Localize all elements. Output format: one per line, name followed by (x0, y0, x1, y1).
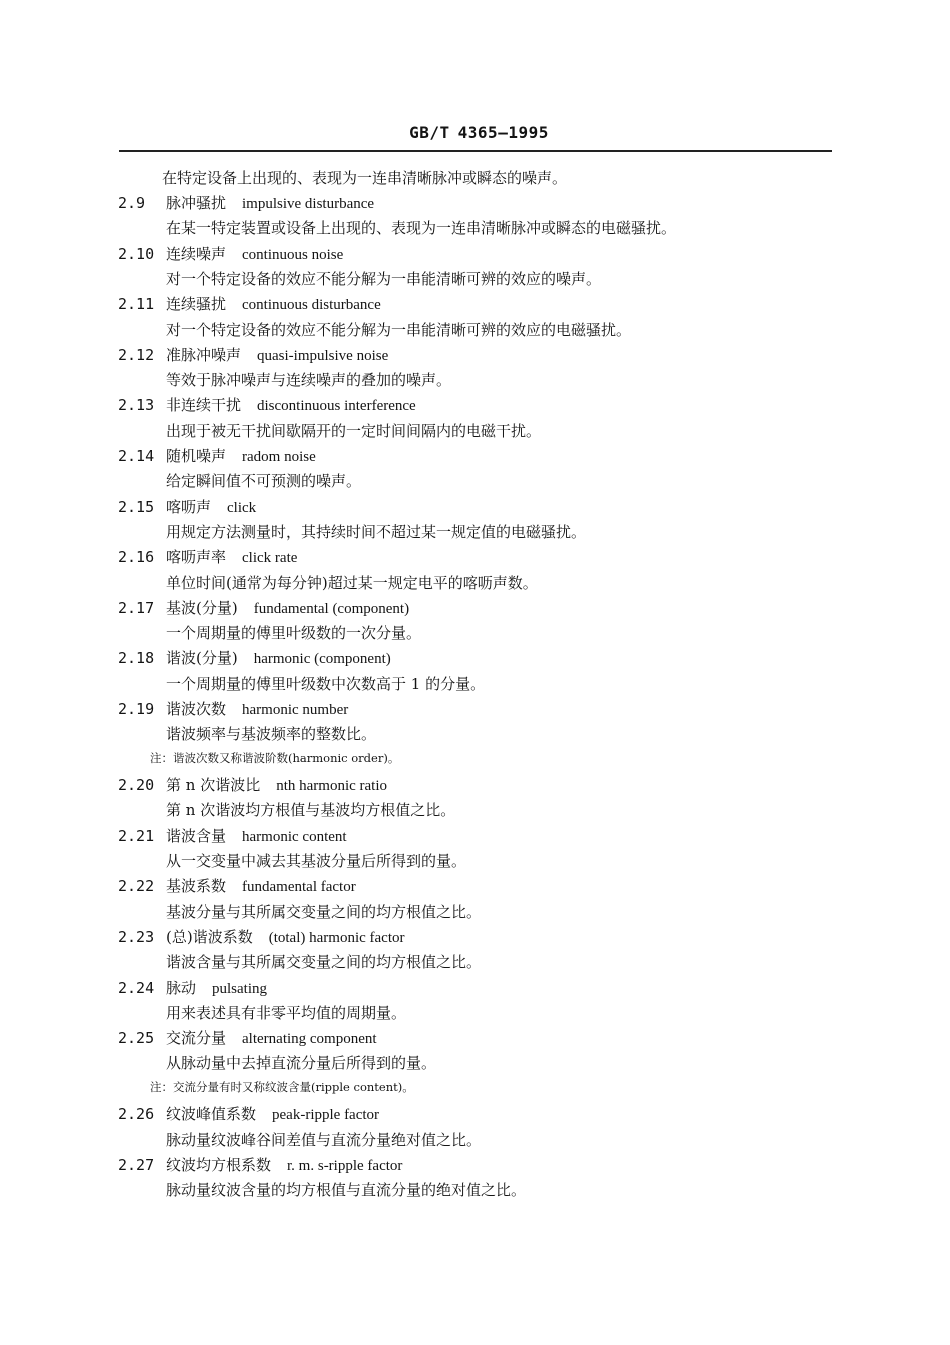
term-chinese: 随机噪声 (166, 447, 227, 465)
term-definition: 从脉动量中去掉直流分量后所得到的量。 (166, 1054, 437, 1073)
term-number: 2.17 (118, 598, 155, 617)
term-chinese: 准脉冲噪声 (166, 345, 242, 364)
term-note: 注：交流分量有时又称纹波含量(ripple content)。 (150, 1079, 414, 1094)
term-number: 2.9 (118, 194, 146, 212)
term-definition: 一个周期量的傅里叶级数中次数高于 1 的分量。 (166, 674, 486, 693)
term-entry-2-20 (118, 774, 387, 796)
term-entry-2-11 (118, 293, 381, 315)
term-number: 2.14 (118, 447, 155, 465)
term-number: 2.15 (118, 497, 155, 516)
term-entry-2-10 (118, 243, 343, 265)
term-number: 2.23 (118, 927, 155, 946)
term-chinese: 脉冲骚扰 (166, 194, 227, 212)
term-english: (total) harmonic factor (268, 929, 405, 946)
term-entry-2-19 (118, 698, 348, 720)
term-chinese: 喀呖声率 (166, 548, 227, 567)
term-number: 2.26 (118, 1105, 155, 1124)
term-english: click (227, 499, 257, 516)
term-entry-2-24 (118, 977, 267, 999)
term-definition: 第 n 次谐波均方根值与基波均方根值之比。 (166, 801, 456, 820)
term-number: 2.18 (118, 649, 155, 668)
term-entry-2-27 (118, 1154, 402, 1176)
term-entry-2-12 (118, 344, 388, 366)
term-definition: 出现于被无干扰间歇隔开的一定时间间隔内的电磁干扰。 (166, 421, 542, 440)
term-chinese: 连续骚扰 (166, 295, 227, 314)
term-chinese: 谐波(分量) (166, 649, 238, 668)
term-definition: 脉动量纹波含量的均方根值与直流分量的绝对值之比。 (166, 1181, 527, 1200)
term-definition: 一个周期量的傅里叶级数的一次分量。 (166, 624, 422, 643)
term-number: 2.22 (118, 877, 155, 896)
term-english: r. m. s-ripple factor (287, 1157, 403, 1174)
term-number: 2.16 (118, 548, 155, 567)
term-english: harmonic (component) (253, 651, 391, 668)
term-definition: 单位时间(通常为每分钟)超过某一规定电平的喀呖声数。 (166, 573, 538, 592)
term-note: 注：谐波次数又称谐波阶数(harmonic order)。 (150, 750, 400, 765)
term-number: 2.24 (118, 978, 155, 997)
term-english: radom noise (242, 449, 316, 465)
term-chinese: 纹波均方根系数 (166, 1155, 272, 1174)
page-header (0, 123, 950, 145)
term-entry-2-22 (118, 875, 356, 897)
term-english: pulsating (212, 980, 268, 997)
term-definition: 从一交变量中减去其基波分量后所得到的量。 (166, 852, 467, 870)
term-chinese: 喀呖声 (166, 497, 212, 516)
term-chinese: 交流分量 (166, 1029, 227, 1048)
standard-number: 4365—1995 (457, 123, 549, 142)
term-entry-2-13 (118, 394, 416, 416)
term-entry-2-14 (118, 445, 316, 467)
term-definition: 谐波频率与基波频率的整数比。 (166, 725, 377, 744)
header-rule (119, 150, 832, 152)
term-english: harmonic content (242, 828, 347, 845)
term-chinese: 谐波次数 (166, 700, 227, 718)
term-number: 2.25 (118, 1029, 155, 1048)
term-english: peak-ripple factor (272, 1107, 380, 1124)
term-entry-2-9 (118, 192, 374, 214)
term-entry-2-15 (118, 496, 256, 518)
term-number: 2.10 (118, 244, 155, 263)
term-number: 2.11 (118, 295, 155, 314)
term-chinese: 连续噪声 (166, 244, 227, 263)
term-definition: 用规定方法测量时，其持续时间不超过某一规定值的电磁骚扰。 (166, 522, 587, 541)
term-chinese: 基波(分量) (166, 598, 238, 617)
term-definition: 用来表述具有非零平均值的周期量。 (166, 1003, 407, 1022)
term-entry-2-23 (118, 926, 405, 948)
term-number: 2.13 (118, 396, 155, 415)
term-number: 2.12 (118, 345, 155, 364)
term-definition: 对一个特定设备的效应不能分解为一串能清晰可辨的效应的电磁骚扰。 (166, 320, 632, 339)
term-entry-2-17 (118, 597, 409, 619)
term-definition: 给定瞬间值不可预测的噪声。 (166, 472, 362, 491)
term-english: nth harmonic ratio (276, 778, 388, 795)
term-english: alternating component (242, 1031, 377, 1048)
term-number: 2.19 (118, 700, 155, 718)
term-number: 2.27 (118, 1155, 155, 1174)
term-chinese: 非连续干扰 (166, 396, 242, 415)
term-chinese: 第 n 次谐波比 (166, 776, 261, 795)
term-chinese: 脉动 (166, 978, 197, 997)
term-english: fundamental (component) (253, 600, 410, 617)
term-definition: 在某一特定装置或设备上出现的、表现为一连串清晰脉冲或瞬态的电磁骚扰。 (166, 219, 677, 238)
term-english: quasi-impulsive noise (257, 347, 389, 364)
term-english: continuous noise (242, 246, 344, 263)
term-english: continuous disturbance (242, 297, 381, 314)
standard-code: GB/T (409, 123, 450, 142)
term-chinese: 纹波峰值系数 (166, 1105, 257, 1124)
intro-line: 在特定设备上出现的、表现为一连串清晰脉冲或瞬态的噪声。 (162, 169, 568, 187)
term-number: 2.21 (118, 826, 155, 845)
term-definition: 谐波含量与其所属交变量之间的均方根值之比。 (166, 953, 482, 972)
term-english: harmonic number (242, 702, 349, 718)
term-number: 2.20 (118, 776, 155, 795)
term-english: discontinuous interference (257, 398, 416, 415)
term-entry-2-26 (118, 1103, 379, 1125)
term-entry-2-21 (118, 825, 347, 847)
term-entry-2-16 (118, 546, 297, 568)
term-definition: 对一个特定设备的效应不能分解为一串能清晰可辨的效应的噪声。 (166, 269, 602, 288)
term-chinese: (总)谐波系数 (166, 927, 253, 946)
term-chinese: 基波系数 (166, 877, 227, 896)
term-entry-2-25 (118, 1027, 377, 1049)
term-entry-2-18 (118, 647, 391, 669)
term-definition: 脉动量纹波峰谷间差值与直流分量绝对值之比。 (166, 1130, 482, 1149)
term-english: impulsive disturbance (242, 196, 375, 212)
term-english: click rate (242, 550, 298, 567)
term-definition: 基波分量与其所属交变量之间的均方根值之比。 (166, 902, 482, 921)
term-definition: 等效于脉冲噪声与连续噪声的叠加的噪声。 (166, 371, 452, 390)
term-english: fundamental factor (242, 879, 356, 896)
term-chinese: 谐波含量 (166, 826, 227, 845)
